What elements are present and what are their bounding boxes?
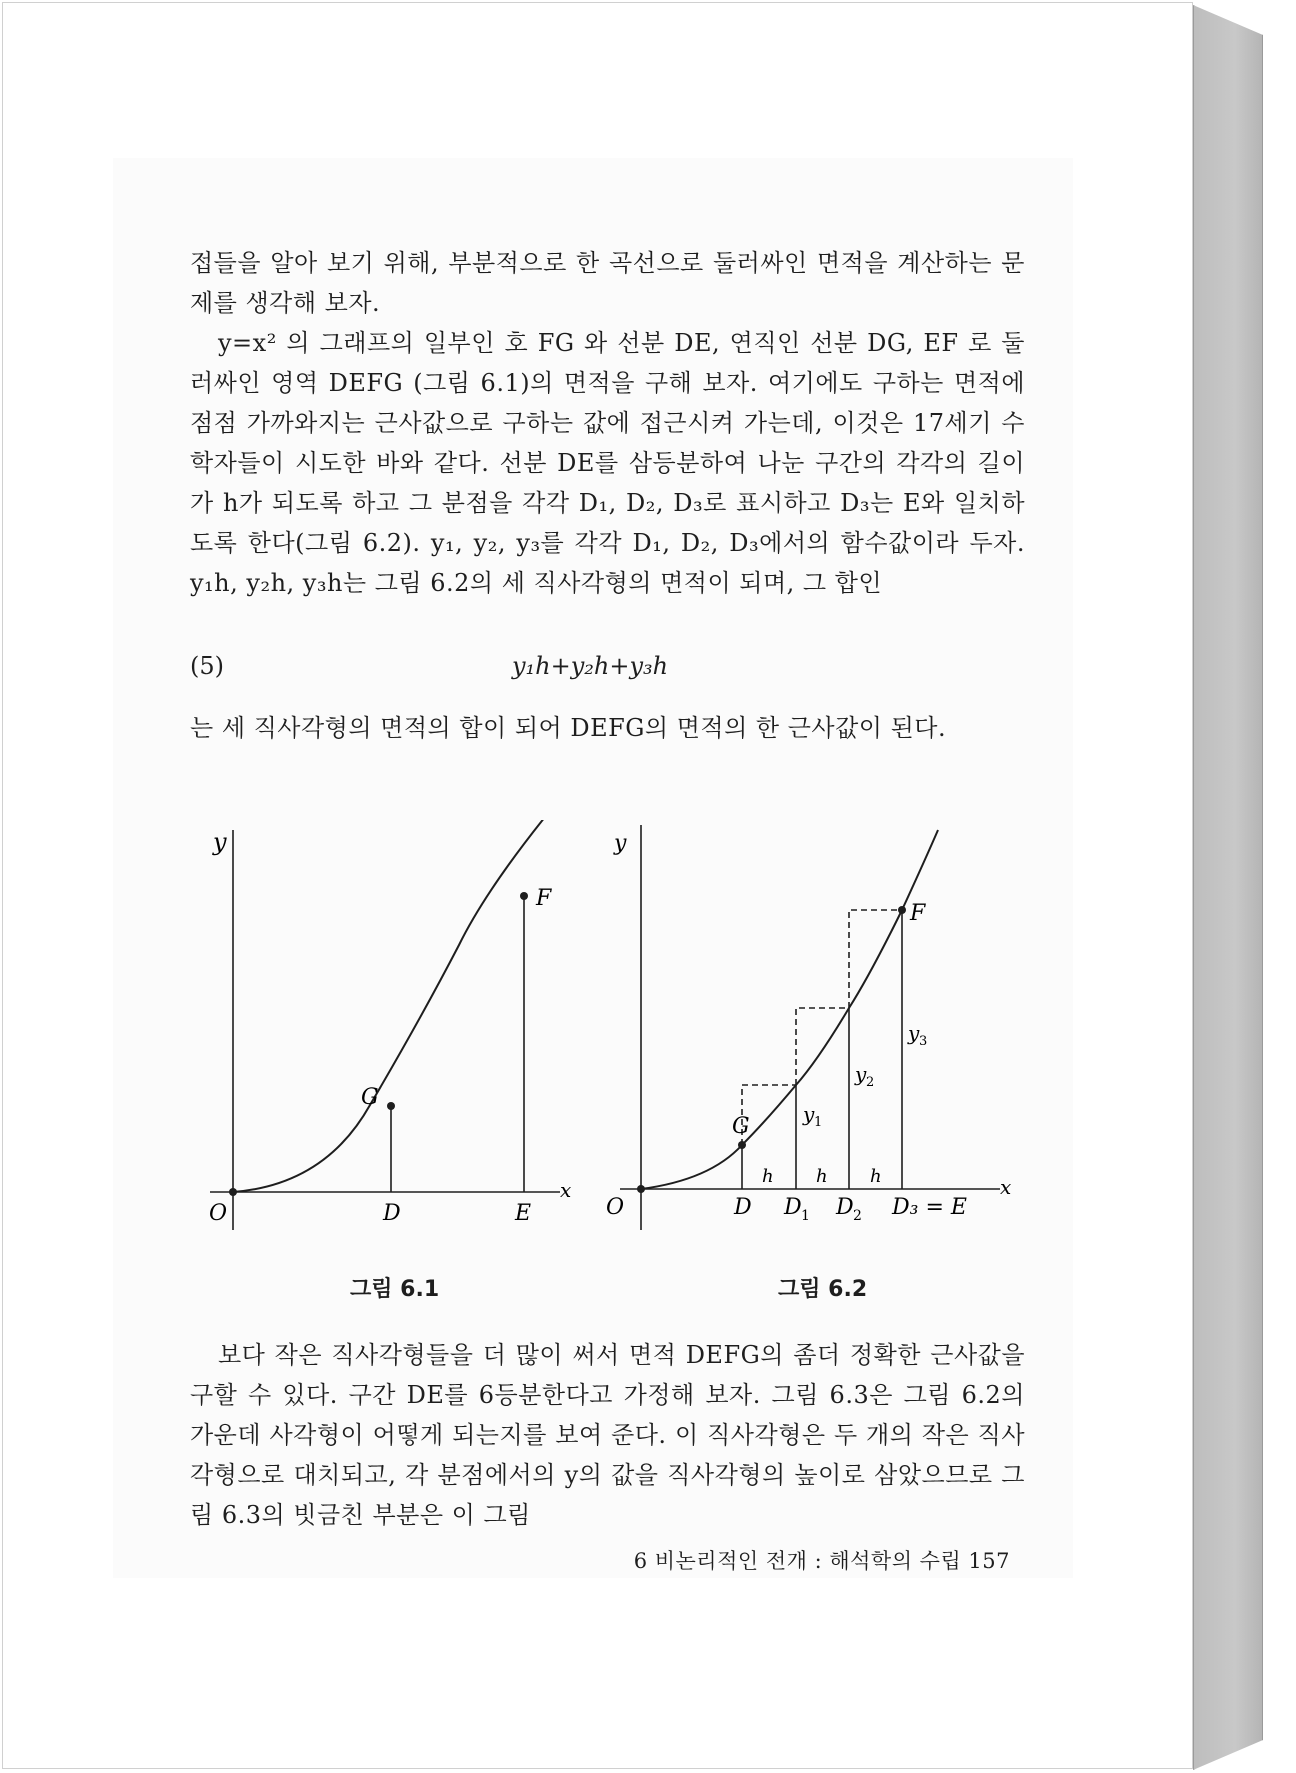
point-F bbox=[520, 892, 528, 900]
label-h-2: h bbox=[816, 1166, 828, 1187]
label-x-axis: x bbox=[560, 1178, 572, 1202]
paragraph-2: y=x² 의 그래프의 일부인 호 FG 와 선분 DE, 연직인 선분 DG, EF 로 둘러싸인 영역 DEFG (그림 6.1)의 면적을 구해 보자. 여기에도 구하는 면적에 점점 가까와지는 근사값으로 구하는 값에 접근시켜 가는데, 이것은 17세기 수학자들이 시도한 바와 같다. 선분 DE를 삼등분하여 나눈 구간의 각각의 길이가 h가 되도록 하고 그 분점을 각각 D₁, D₂, D₃로 표시하고 D₃는 E와 일치하도록 한다(그림 6.2). y₁, y₂, y₃를 각각 D₁, D₂, D₃에서의 함수값이라 두자. y₁h, y₂h, y₃h는 그림 6.2의 세 직사각형의 면적이 되며, 그 합인 bbox=[190, 329, 1025, 597]
point-G bbox=[387, 1102, 395, 1110]
paragraph-1: 접들을 알아 보기 위해, 부분적으로 한 곡선으로 둘러싸인 면적을 계산하는 문제를 생각해 보자. bbox=[190, 249, 1025, 317]
label-y2-subscript: 2 bbox=[866, 1075, 875, 1090]
figure-6-2-caption: 그림 6.2 bbox=[778, 1277, 868, 1302]
paragraph-4: 보다 작은 직사각형들을 더 많이 써서 면적 DEFG의 좀더 정확한 근사값을 구할 수 있다. 구간 DE를 6등분한다고 가정해 보자. 그림 6.3은 그림 6.2의 가운데 사각형이 어떻게 되는지를 보여 준다. 이 직사각형은 두 개의 작은 직사각형으로 대치되고, 각 분점에서의 y의 값을 직사각형의 높이로 삼았으므로 그림 6.3의 빗금친 부분은 이 그림 bbox=[190, 1341, 1025, 1529]
label-D3-E: D₃ = E bbox=[892, 1195, 967, 1220]
label-D2-subscript: 2 bbox=[853, 1208, 862, 1224]
figure-6-1-caption: 그림 6.1 bbox=[350, 1277, 440, 1302]
point-F bbox=[898, 906, 906, 914]
label-G: G bbox=[361, 1085, 379, 1110]
point-G bbox=[738, 1141, 746, 1149]
top-text bbox=[190, 243, 1025, 603]
formula-expression: y₁h+y₂h+y₃h bbox=[512, 652, 669, 680]
label-D: D bbox=[734, 1195, 752, 1220]
label-y-axis: y bbox=[614, 831, 627, 856]
parabola-curve bbox=[641, 830, 938, 1189]
label-h-1: h bbox=[762, 1166, 774, 1187]
figure-6-2 bbox=[600, 820, 1020, 1244]
figure-6-2-graph bbox=[600, 820, 1020, 1240]
label-x-axis: x bbox=[1000, 1175, 1012, 1199]
label-y3: y bbox=[908, 1021, 920, 1045]
label-y1: y bbox=[803, 1102, 815, 1126]
label-D: D bbox=[383, 1201, 401, 1226]
paragraph-3: 는 세 직사각형의 면적의 합이 되어 DEFG의 면적의 한 근사값이 된다. bbox=[190, 714, 947, 742]
figure-6-1-graph bbox=[195, 820, 575, 1240]
label-D2: D bbox=[836, 1195, 854, 1220]
label-F: F bbox=[536, 886, 552, 911]
parabola-curve bbox=[233, 820, 545, 1192]
label-G: G bbox=[732, 1114, 750, 1139]
point-O bbox=[637, 1185, 645, 1193]
formula-number: (5) bbox=[190, 652, 224, 680]
label-F: F bbox=[910, 901, 926, 926]
middle-text bbox=[190, 708, 1025, 748]
point-O bbox=[229, 1188, 237, 1196]
label-h-3: h bbox=[870, 1166, 882, 1187]
label-E: E bbox=[515, 1201, 532, 1226]
label-O: O bbox=[209, 1201, 228, 1226]
bottom-text bbox=[190, 1335, 1025, 1535]
label-y3-subscript: 3 bbox=[919, 1034, 928, 1049]
formula-5 bbox=[190, 652, 1025, 692]
label-O: O bbox=[606, 1195, 625, 1220]
label-y1-subscript: 1 bbox=[814, 1115, 823, 1130]
label-y-axis: y bbox=[213, 828, 227, 856]
page-footer: 6 비논리적인 전개 : 해석학의 수립 157 bbox=[633, 1549, 1010, 1573]
book-spine-edge bbox=[1193, 5, 1263, 1770]
label-D1: D bbox=[784, 1195, 802, 1220]
figure-6-1 bbox=[195, 820, 575, 1244]
label-D1-subscript: 1 bbox=[801, 1208, 810, 1224]
label-y2: y bbox=[855, 1062, 867, 1086]
